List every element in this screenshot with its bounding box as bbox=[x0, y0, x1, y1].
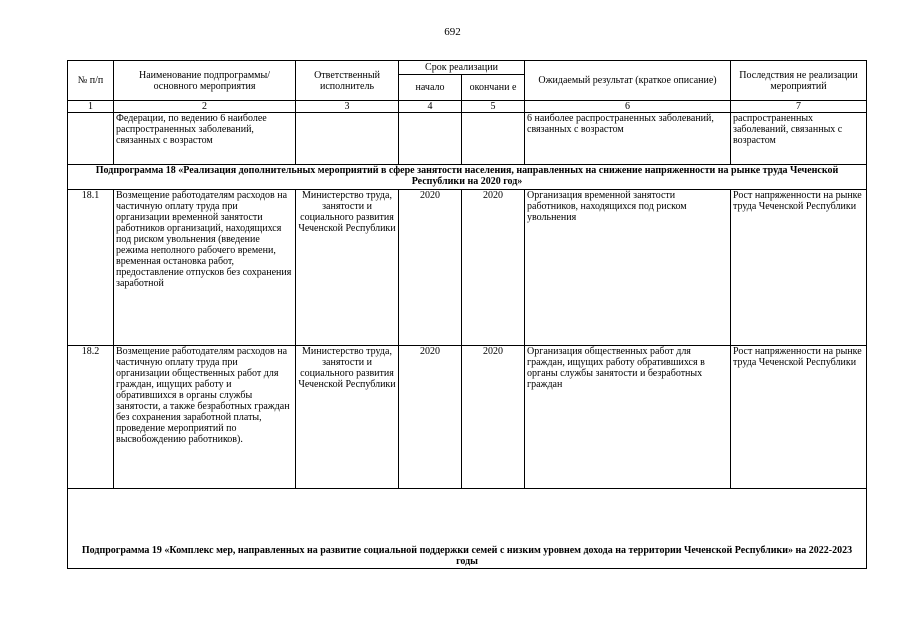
row-start: 2020 bbox=[399, 346, 462, 489]
row-end: 2020 bbox=[462, 190, 525, 346]
column-number: 4 bbox=[399, 101, 462, 113]
column-number: 5 bbox=[462, 101, 525, 113]
column-number: 2 bbox=[114, 101, 296, 113]
row-consequences: Рост напряженности на рынке труда Чеченской Республики bbox=[731, 190, 867, 346]
header-start: начало bbox=[399, 75, 462, 101]
continued-start bbox=[399, 113, 462, 165]
row-num: 18.2 bbox=[68, 346, 114, 489]
header-result: Ожидаемый результат (краткое описание) bbox=[525, 61, 731, 101]
page-number: 692 bbox=[444, 26, 461, 38]
column-number: 3 bbox=[296, 101, 399, 113]
row-responsible: Министерство труда, занятости и социального развития Чеченской Республики bbox=[296, 190, 399, 346]
program-table bbox=[67, 60, 867, 569]
row-name: Возмещение работодателям расходов на частичную оплату труда при организации общественных работ для граждан, ищущих работу и обратившихся в органы службы занятости, а также безработных граждан без сохранения заработной платы, проведение мероприятий по высвобождению работников). bbox=[114, 346, 296, 489]
header-responsible: Ответственный исполнитель bbox=[296, 61, 399, 101]
row-result: Организация общественных работ для граждан, ищущих работу обратившихся в органы службы занятости и безработных граждан bbox=[525, 346, 731, 489]
subprogram-19-title: Подпрограмма 19 «Комплекс мер, направленных на развитие социальной поддержки семей с низким уровнем дохода на территории Чеченской Республики» на 2022-2023 годы bbox=[68, 489, 867, 569]
header-period: Срок реализации bbox=[399, 61, 525, 75]
table-row bbox=[68, 346, 867, 489]
column-number: 6 bbox=[525, 101, 731, 113]
continued-row bbox=[68, 113, 867, 165]
header-num: № п/п bbox=[68, 61, 114, 101]
table-row bbox=[68, 190, 867, 346]
row-consequences: Рост напряженности на рынке труда Чеченской Республики bbox=[731, 346, 867, 489]
continued-result: 6 наиболее распространенных заболеваний, связанных с возрастом bbox=[525, 113, 731, 165]
header-row-1 bbox=[68, 61, 867, 75]
row-end: 2020 bbox=[462, 346, 525, 489]
continued-end bbox=[462, 113, 525, 165]
header-consequences: Последствия не реализации мероприятий bbox=[731, 61, 867, 101]
continued-consequences: распространенных заболеваний, связанных с возрастом bbox=[731, 113, 867, 165]
header-end: окончани е bbox=[462, 75, 525, 101]
continued-name: Федерации, по ведению 6 наиболее распространенных заболеваний, связанных с возрастом bbox=[114, 113, 296, 165]
row-result: Организация временной занятости работников, находящихся под риском увольнения bbox=[525, 190, 731, 346]
row-start: 2020 bbox=[399, 190, 462, 346]
continued-responsible bbox=[296, 113, 399, 165]
subprogram-18-title: Подпрограмма 18 «Реализация дополнительных мероприятий в сфере занятости населения, направленных на снижение напряженности на рынке труда Чеченской Республики на 2020 год» bbox=[68, 165, 867, 190]
column-numbers-row bbox=[68, 101, 867, 113]
continued-num bbox=[68, 113, 114, 165]
header-name: Наименование подпрограммы/ основного мероприятия bbox=[114, 61, 296, 101]
column-number: 7 bbox=[731, 101, 867, 113]
subprogram-18-row bbox=[68, 165, 867, 190]
row-responsible: Министерство труда, занятости и социального развития Чеченской Республики bbox=[296, 346, 399, 489]
row-name: Возмещение работодателям расходов на частичную оплату труда при организации временной занятости работников организаций, находящихся под риском увольнения (введение режима неполного рабочего времени, временная остановка работ, предоставление отпусков без сохранения заработной bbox=[114, 190, 296, 346]
subprogram-19-row bbox=[68, 489, 867, 569]
row-num: 18.1 bbox=[68, 190, 114, 346]
column-number: 1 bbox=[68, 101, 114, 113]
